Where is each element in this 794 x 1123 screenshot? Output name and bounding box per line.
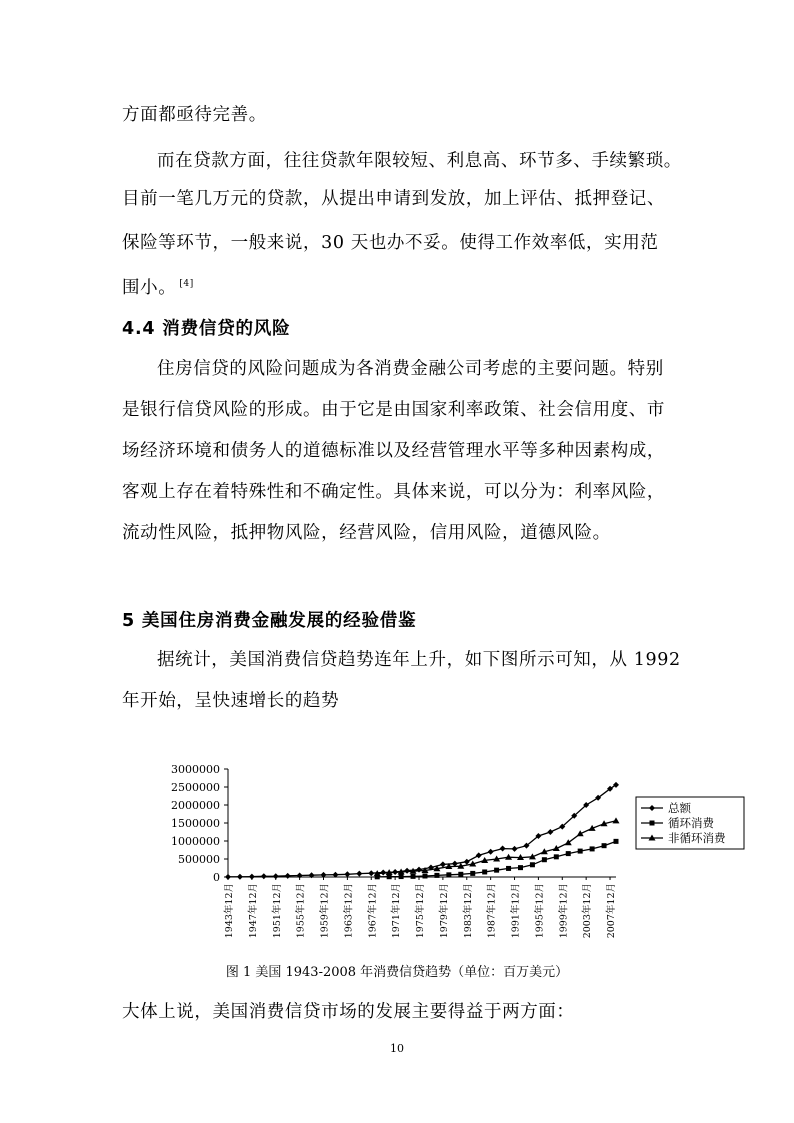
legend-label: 非循环消费	[668, 831, 726, 845]
paragraph-line: 场经济环境和债务人的道德标准以及经营管理水平等多种因素构成，	[122, 441, 665, 461]
paragraph-line: 方面都亟待完善。	[122, 105, 267, 125]
y-tick-label: 3000000	[171, 763, 220, 776]
data-point-series-1	[285, 873, 291, 879]
data-point-series-2	[411, 874, 416, 879]
paragraph-line: 目前一笔几万元的贷款，从提出申请到发放，加上评估、抵押登记、	[122, 189, 665, 209]
x-tick-label: 1999年12月	[558, 883, 570, 939]
x-tick-label: 1971年12月	[391, 883, 403, 939]
y-tick-label: 1500000	[171, 817, 220, 830]
x-tick-label: 1959年12月	[319, 883, 331, 939]
x-tick-label: 1991年12月	[510, 883, 522, 939]
data-point-series-2	[434, 873, 439, 878]
x-tick-label: 1983年12月	[462, 883, 474, 939]
data-point-series-2	[542, 857, 547, 862]
data-point-series-2	[470, 871, 475, 876]
series-line-1	[228, 785, 616, 877]
data-point-series-1	[344, 871, 350, 877]
data-point-series-2	[602, 843, 607, 848]
x-tick-label: 1951年12月	[271, 883, 283, 939]
paragraph-line: 客观上存在着特殊性和不确定性。具体来说，可以分为：利率风险，	[122, 482, 665, 502]
paragraph-line: 流动性风险，抵押物风险，经营风险，信用风险，道德风险。	[122, 523, 611, 543]
y-tick-label: 2000000	[171, 799, 220, 812]
paragraph-line: 而在贷款方面，往往贷款年限较短、利息高、环节多、手续繁琐。	[157, 151, 682, 171]
data-point-series-2	[614, 839, 619, 844]
data-point-series-2	[518, 865, 523, 870]
x-tick-label: 2007年12月	[606, 883, 618, 939]
data-point-series-1	[464, 859, 470, 865]
data-point-series-1	[440, 861, 446, 867]
data-point-series-2	[399, 874, 404, 879]
data-point-series-1	[237, 874, 243, 880]
data-point-series-1	[500, 846, 506, 852]
legend-label: 循环消费	[668, 816, 714, 830]
y-tick-label: 0	[213, 871, 220, 884]
data-point-series-2	[422, 873, 427, 878]
paragraph-line: 是银行信贷风险的形成。由于它是由国家利率政策、社会信用度、市	[122, 400, 665, 420]
y-tick-label: 500000	[178, 853, 220, 866]
paragraph-line: 住房信贷的风险问题成为各消费金融公司考虑的主要问题。特别	[157, 359, 664, 379]
data-point-series-1	[547, 829, 553, 835]
data-point-series-1	[476, 852, 482, 858]
data-point-series-1	[368, 870, 374, 876]
legend-marker	[650, 821, 655, 826]
paragraph-line-with-ref	[122, 272, 194, 300]
paragraph-line: 年开始，呈快速增长的趋势	[122, 691, 340, 711]
paragraph-line: 大体上说，美国消费信贷市场的发展主要得益于两方面：	[122, 1002, 575, 1022]
figure-caption: 图 1 美国 1943-2008 年消费信贷趋势（单位：百万美元）	[225, 965, 569, 980]
data-point-series-1	[488, 849, 494, 855]
data-point-series-1	[512, 846, 518, 852]
legend-label: 总额	[668, 801, 691, 815]
citation-ref: [4]	[179, 279, 194, 289]
data-point-series-1	[416, 867, 422, 873]
x-tick-label: 1963年12月	[343, 883, 355, 939]
data-point-series-2	[482, 869, 487, 874]
page-number: 10	[390, 1042, 404, 1055]
data-point-series-2	[554, 854, 559, 859]
consumer-credit-trend-chart	[150, 755, 760, 955]
x-tick-label: 1967年12月	[367, 883, 379, 939]
data-point-series-1	[249, 874, 255, 880]
y-tick-label: 2500000	[171, 781, 220, 794]
paragraph-text: 围小。	[122, 277, 177, 298]
data-point-series-1	[261, 873, 267, 879]
y-tick-label: 1000000	[171, 835, 220, 848]
x-tick-label: 1947年12月	[247, 883, 259, 939]
data-point-series-2	[446, 872, 451, 877]
data-point-series-2	[566, 851, 571, 856]
data-point-series-2	[506, 866, 511, 871]
data-point-series-2	[590, 846, 595, 851]
x-tick-label: 1995年12月	[534, 883, 546, 939]
data-point-series-1	[225, 874, 231, 880]
data-point-series-1	[404, 868, 410, 874]
x-tick-label: 1943年12月	[224, 883, 235, 939]
series-line-3	[377, 821, 616, 874]
data-point-series-2	[494, 868, 499, 873]
x-tick-label: 1979年12月	[438, 883, 450, 939]
section-heading-5: 5 美国住房消费金融发展的经验借鉴	[122, 611, 417, 631]
data-point-series-2	[458, 872, 463, 877]
x-tick-label: 1955年12月	[295, 883, 307, 939]
data-point-series-2	[530, 862, 535, 867]
paragraph-line: 据统计，美国消费信贷趋势连年上升，如下图所示可知，从 1992	[157, 650, 681, 670]
x-tick-label: 1975年12月	[415, 883, 427, 939]
data-point-series-3	[613, 817, 620, 823]
data-point-series-1	[297, 872, 303, 878]
data-point-series-2	[578, 849, 583, 854]
paragraph-line: 保险等环节，一般来说，30 天也办不妥。使得工作效率低，实用范	[122, 233, 659, 253]
data-point-series-1	[273, 873, 279, 879]
section-heading-4-4: 4.4 消费信贷的风险	[122, 319, 291, 339]
x-tick-label: 1987年12月	[486, 883, 498, 939]
x-tick-label: 2003年12月	[582, 883, 594, 939]
data-point-series-1	[356, 871, 362, 877]
